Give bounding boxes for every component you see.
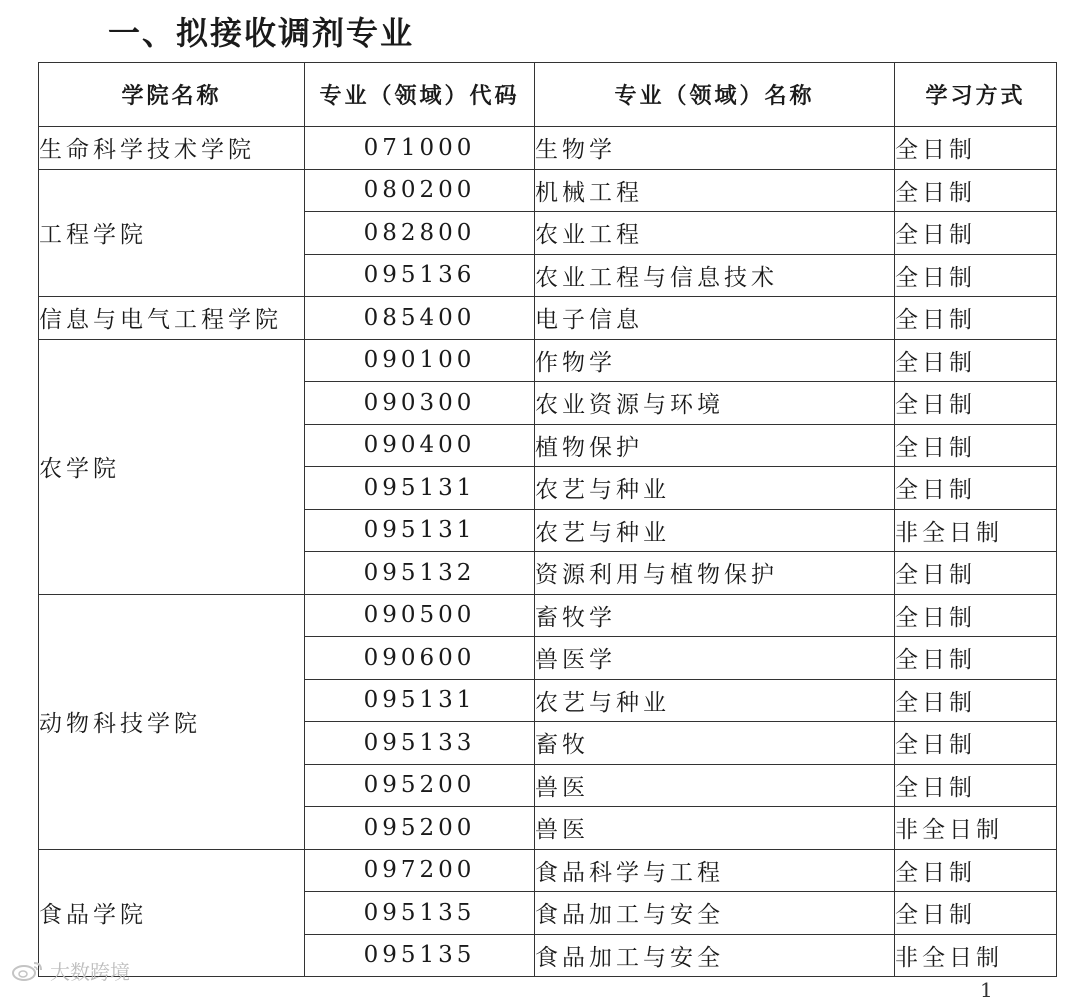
major-name-cell: 畜牧学 — [535, 594, 895, 637]
study-mode-cell: 全日制 — [895, 382, 1057, 425]
code-cell: 090400 — [305, 424, 535, 467]
code-cell: 095131 — [305, 509, 535, 552]
code-cell: 080200 — [305, 169, 535, 212]
header-college: 学院名称 — [39, 63, 305, 127]
code-cell: 095135 — [305, 934, 535, 977]
code-cell: 085400 — [305, 297, 535, 340]
majors-table — [38, 62, 1057, 977]
study-mode-cell: 全日制 — [895, 892, 1057, 935]
major-name-cell: 食品加工与安全 — [535, 934, 895, 977]
study-mode-cell: 全日制 — [895, 424, 1057, 467]
page-heading: 一、拟接收调剂专业 — [108, 14, 415, 52]
code-cell: 090300 — [305, 382, 535, 425]
code-cell: 095131 — [305, 679, 535, 722]
study-mode-cell: 全日制 — [895, 339, 1057, 382]
college-cell: 动物科技学院 — [39, 594, 305, 849]
code-cell: 095132 — [305, 552, 535, 595]
code-cell: 082800 — [305, 212, 535, 255]
study-mode-cell: 非全日制 — [895, 934, 1057, 977]
college-cell: 食品学院 — [39, 849, 305, 977]
study-mode-cell: 非全日制 — [895, 509, 1057, 552]
watermark-text: 大数跨境 — [50, 960, 130, 984]
header-mode: 学习方式 — [895, 63, 1057, 127]
code-cell: 095200 — [305, 764, 535, 807]
code-cell: 095133 — [305, 722, 535, 765]
major-name-cell: 兽医 — [535, 807, 895, 850]
study-mode-cell: 全日制 — [895, 297, 1057, 340]
study-mode-cell: 全日制 — [895, 594, 1057, 637]
table-row — [39, 849, 1057, 892]
major-name-cell: 农艺与种业 — [535, 679, 895, 722]
major-name-cell: 机械工程 — [535, 169, 895, 212]
study-mode-cell: 全日制 — [895, 212, 1057, 255]
page-number: 1 — [980, 978, 993, 1002]
study-mode-cell: 全日制 — [895, 127, 1057, 170]
code-cell: 095136 — [305, 254, 535, 297]
college-cell: 信息与电气工程学院 — [39, 297, 305, 340]
major-name-cell: 资源利用与植物保护 — [535, 552, 895, 595]
major-name-cell: 农业工程与信息技术 — [535, 254, 895, 297]
study-mode-cell: 全日制 — [895, 169, 1057, 212]
major-name-cell: 农业资源与环境 — [535, 382, 895, 425]
college-cell: 工程学院 — [39, 169, 305, 297]
code-cell: 095135 — [305, 892, 535, 935]
study-mode-cell: 非全日制 — [895, 807, 1057, 850]
major-name-cell: 农艺与种业 — [535, 467, 895, 510]
major-name-cell: 电子信息 — [535, 297, 895, 340]
major-name-cell: 食品科学与工程 — [535, 849, 895, 892]
table-row — [39, 594, 1057, 637]
major-name-cell: 作物学 — [535, 339, 895, 382]
study-mode-cell: 全日制 — [895, 722, 1057, 765]
code-cell: 090500 — [305, 594, 535, 637]
major-name-cell: 生物学 — [535, 127, 895, 170]
table-header-row — [39, 63, 1057, 127]
college-cell: 农学院 — [39, 339, 305, 594]
study-mode-cell: 全日制 — [895, 254, 1057, 297]
major-name-cell: 植物保护 — [535, 424, 895, 467]
code-cell: 090600 — [305, 637, 535, 680]
table-row — [39, 297, 1057, 340]
study-mode-cell: 全日制 — [895, 764, 1057, 807]
major-name-cell: 农业工程 — [535, 212, 895, 255]
table-row — [39, 127, 1057, 170]
table-row — [39, 169, 1057, 212]
major-name-cell: 兽医学 — [535, 637, 895, 680]
major-name-cell: 兽医 — [535, 764, 895, 807]
major-name-cell: 食品加工与安全 — [535, 892, 895, 935]
code-cell: 090100 — [305, 339, 535, 382]
watermark — [10, 956, 130, 985]
study-mode-cell: 全日制 — [895, 679, 1057, 722]
study-mode-cell: 全日制 — [895, 637, 1057, 680]
header-name: 专业（领域）名称 — [535, 63, 895, 127]
study-mode-cell: 全日制 — [895, 467, 1057, 510]
major-name-cell: 畜牧 — [535, 722, 895, 765]
table-row — [39, 339, 1057, 382]
study-mode-cell: 全日制 — [895, 849, 1057, 892]
code-cell: 095131 — [305, 467, 535, 510]
study-mode-cell: 全日制 — [895, 552, 1057, 595]
college-cell: 生命科学技术学院 — [39, 127, 305, 170]
code-cell: 095200 — [305, 807, 535, 850]
code-cell: 071000 — [305, 127, 535, 170]
weibo-logo-icon — [10, 960, 46, 982]
major-name-cell: 农艺与种业 — [535, 509, 895, 552]
code-cell: 097200 — [305, 849, 535, 892]
header-code: 专业（领域）代码 — [305, 63, 535, 127]
